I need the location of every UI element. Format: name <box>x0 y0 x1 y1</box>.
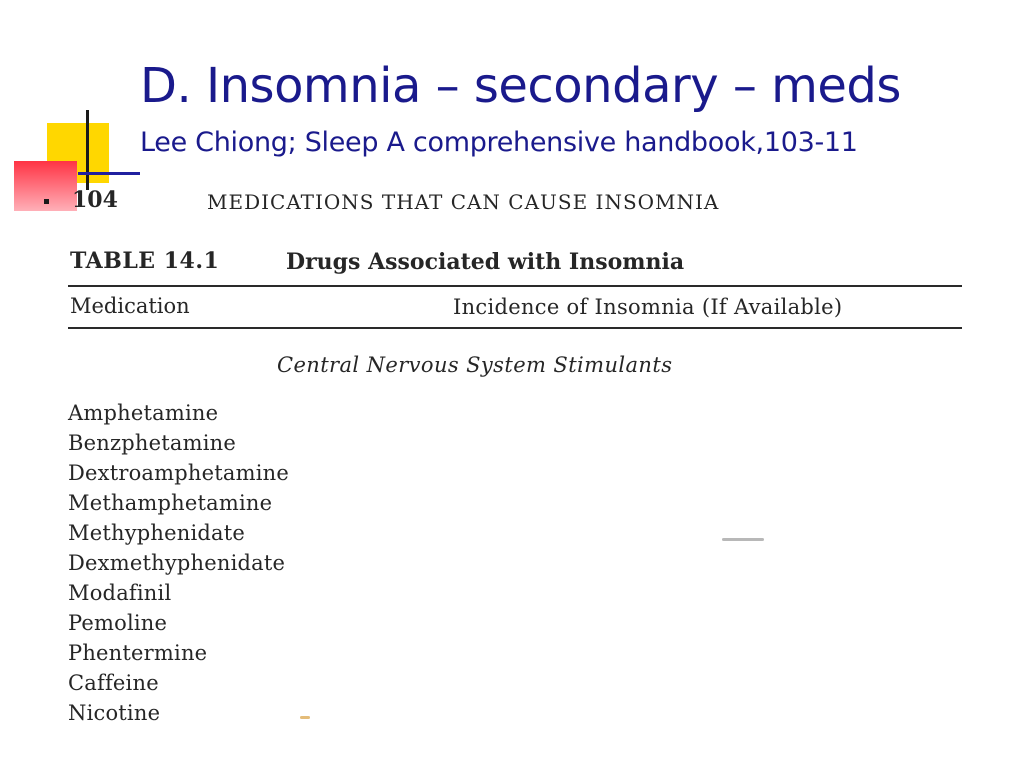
scan-artifact <box>722 538 764 541</box>
page-number: 104 <box>72 187 118 213</box>
drug-item: Dexmethyphenidate <box>68 551 286 575</box>
drug-item: Pemoline <box>68 611 168 635</box>
drug-item: Benzphetamine <box>68 431 236 455</box>
table-header-rule <box>68 327 962 329</box>
drug-list <box>68 398 289 728</box>
drug-item: Amphetamine <box>68 401 219 425</box>
drug-item: Methyphenidate <box>68 521 246 545</box>
column-header-incidence: Incidence of Insomnia (If Available) <box>453 295 843 319</box>
section-heading: Central Nervous System Stimulants <box>277 353 673 377</box>
running-head: MEDICATIONS THAT CAN CAUSE INSOMNIA <box>207 190 720 214</box>
table-top-rule <box>68 285 962 287</box>
table-label: TABLE 14.1 <box>70 248 220 274</box>
scan-artifact <box>300 716 310 719</box>
slide-subtitle: Lee Chiong; Sleep A comprehensive handbook,103-11 <box>140 127 858 158</box>
table-title: Drugs Associated with Insomnia <box>286 249 685 275</box>
drug-item: Dextroamphetamine <box>68 461 289 485</box>
slide-title: D. Insomnia – secondary – meds <box>140 58 901 114</box>
drug-item: Phentermine <box>68 641 208 665</box>
drug-item: Nicotine <box>68 701 161 725</box>
drug-item: Methamphetamine <box>68 491 273 515</box>
column-header-medication: Medication <box>70 294 190 318</box>
drug-item: Modafinil <box>68 581 172 605</box>
drug-item: Caffeine <box>68 671 159 695</box>
